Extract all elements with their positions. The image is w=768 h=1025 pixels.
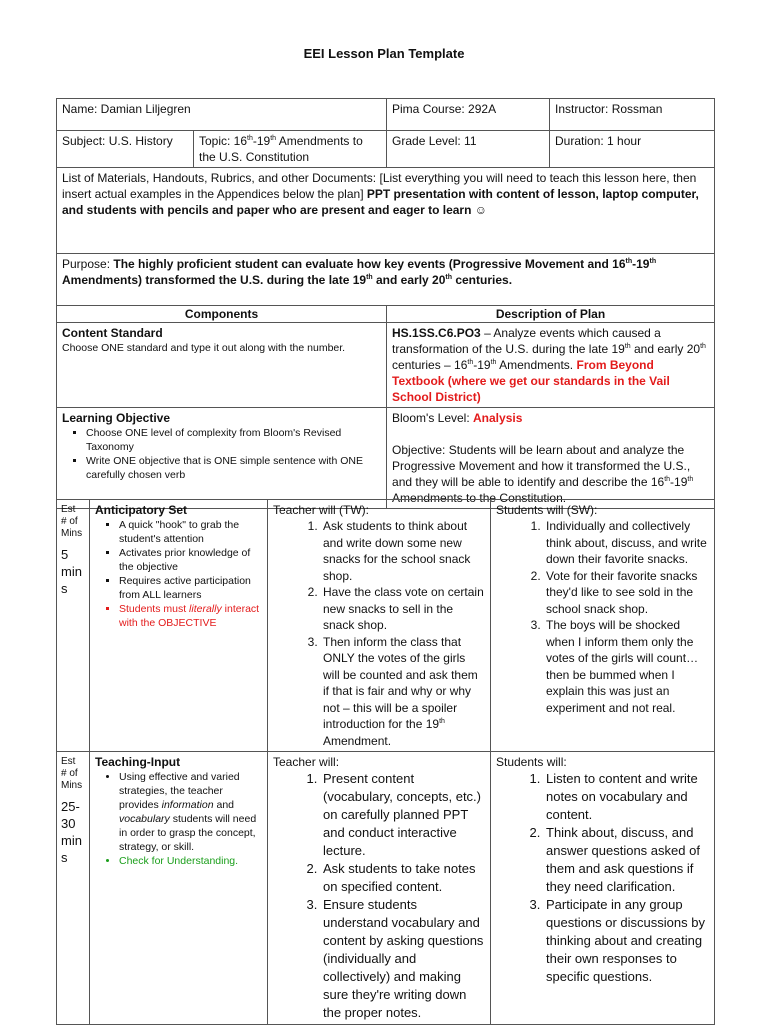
bullet-text: vocabulary xyxy=(119,813,170,825)
name: Name: Damian Liljegren xyxy=(62,102,191,116)
bullet-text: students will need in order to grasp the concept, strategy, or skill. xyxy=(119,813,257,853)
teacher-steps xyxy=(273,770,485,1022)
minutes-part: 30 xyxy=(61,816,76,831)
blooms-level xyxy=(392,410,709,426)
purpose-sup: th xyxy=(366,274,373,281)
purpose-sup: th xyxy=(625,258,633,265)
purpose-text: Amendments) transformed the U.S. during the late 19 xyxy=(62,273,367,287)
standard-text: and early 20 xyxy=(630,342,701,356)
list-item: 3. Ensure students understand vocabulary and content by asking questions (individually and collectively) and making sure they're writing down the proper notes. xyxy=(321,896,485,1022)
learning-objective-title: Learning Objective xyxy=(62,411,171,425)
minutes-part: 25- xyxy=(61,799,80,814)
description-header: Description of Plan xyxy=(387,306,715,323)
list-item xyxy=(119,770,262,854)
materials-instructions: List of Materials, Handouts, Rubrics, and other Documents: [List everything you will need to teach this lesson here, then insert actual examples in the Appendices below the plan] xyxy=(62,171,697,201)
objective-sup: th xyxy=(664,476,671,483)
est-minutes-cell xyxy=(57,500,90,752)
standard-text: -19 xyxy=(473,358,491,372)
content-standard-title: Content Standard xyxy=(62,326,163,340)
standard-source: From Beyond Textbook (where we get our standards in the Vail School District) xyxy=(392,358,670,404)
objective-sup: th xyxy=(687,476,694,483)
step-sup: th xyxy=(439,718,445,725)
list-item: 1. Present content (vocabulary, concepts, etc.) on carefully planned PPT and conduct interactive lecture. xyxy=(321,770,485,860)
students-label: Students will: xyxy=(496,755,567,769)
instructor-cell xyxy=(550,99,715,131)
instructor: Instructor: Rossman xyxy=(555,102,663,116)
list-item: 1. Listen to content and write notes on vocabulary and content. xyxy=(544,770,709,824)
purpose-text: -19 xyxy=(632,257,650,271)
minutes-part: min xyxy=(61,833,82,848)
minutes-part: min xyxy=(61,564,82,579)
standard-sup: th xyxy=(490,359,497,366)
materials-list: PPT presentation with content of lesson, laptop computer, and students with pencils and paper who are present and eager to learn ☺ xyxy=(62,187,699,217)
purpose-text: and early 20 xyxy=(372,273,446,287)
topic-text: Topic: 16 xyxy=(199,134,248,148)
content-standard-help: Choose ONE standard and type it out along with the number. xyxy=(62,342,346,354)
list-item: 2. Vote for their favorite snacks they'd like to see sold in the school snack shop. xyxy=(544,568,709,618)
est-label: # of xyxy=(61,768,78,779)
objective-part: Amendments to the Constitution. xyxy=(392,491,567,505)
minutes-part: 5 xyxy=(61,547,69,562)
topic-sup: th xyxy=(270,135,277,142)
standard-sup: th xyxy=(467,359,474,366)
list-item: 2. Ask students to take notes on specified content. xyxy=(321,860,485,896)
lesson-steps-table xyxy=(56,499,715,1025)
components-header: Components xyxy=(57,306,387,323)
objective-text xyxy=(392,442,709,506)
list-item xyxy=(119,602,262,630)
standard-text: Amendments. xyxy=(496,358,577,372)
bullet-text: Students must xyxy=(119,603,190,615)
standard-text: – Analyze events which caused a transformation of the U.S. during the late 19 xyxy=(392,326,661,356)
blooms-value: Analysis xyxy=(473,411,523,425)
topic-text: -19 xyxy=(252,134,271,148)
content-standard-desc xyxy=(387,323,715,408)
bullet-text: information xyxy=(161,799,214,811)
list-item: ▪ A quick "hook" to grab the student's attention xyxy=(119,518,262,546)
bullet-text: literally xyxy=(189,603,222,615)
step-text: Amendment. xyxy=(323,733,392,748)
students-steps xyxy=(496,770,709,986)
course-cell xyxy=(387,99,550,131)
anticipatory-students-cell xyxy=(491,500,715,752)
list-item: ▪ Choose ONE level of complexity from Bloom's Revised Taxonomy xyxy=(86,426,381,454)
list-item xyxy=(321,634,485,750)
est-label: Mins xyxy=(61,780,83,791)
est-label: # of xyxy=(61,516,78,527)
est-label: Est xyxy=(61,756,76,767)
students-steps xyxy=(496,518,709,716)
name-cell xyxy=(57,99,387,131)
anticipatory-teacher-cell xyxy=(268,500,491,752)
list-item: 3. The boys will be shocked when I inform them only the votes of the girls will count…then be bummed when I explain this was just an experiment and not real. xyxy=(544,617,709,716)
duration-cell xyxy=(550,131,715,168)
topic-sup: th xyxy=(247,135,253,142)
course: Pima Course: 292A xyxy=(392,102,497,116)
content-standard-cell xyxy=(57,323,387,408)
anticipatory-set-title: Anticipatory Set xyxy=(95,503,188,517)
step-text: Then inform the class that ONLY the votes of the girls will be counted and ask them if that is fair and why or why not – this will be a spoiler introduction for the 19 xyxy=(323,634,478,731)
learning-objective-desc xyxy=(387,408,715,509)
purpose-sup: th xyxy=(649,258,657,265)
learning-objective-cell xyxy=(57,408,387,509)
teaching-input-bullets xyxy=(95,770,262,868)
standard-sup: th xyxy=(700,343,706,350)
anticipatory-set-cell xyxy=(90,500,268,752)
purpose-text: centuries. xyxy=(452,273,513,287)
list-item: ▪ Activates prior knowledge of the objective xyxy=(119,546,262,574)
list-item: 3. Participate in any group questions or discussions by thinking about and creating their own responses to specific questions. xyxy=(544,896,709,986)
teaching-teacher-cell xyxy=(268,752,491,1025)
list-item: 2. Think about, discuss, and answer questions asked of them and ask questions if they need clarification. xyxy=(544,824,709,896)
bullet-text: and xyxy=(213,799,234,811)
students-label: Students will (SW): xyxy=(496,503,598,517)
list-item: • Check for Understanding. xyxy=(119,854,262,868)
subject: Subject: U.S. History xyxy=(62,134,173,148)
teaching-input-cell xyxy=(90,752,268,1025)
minutes-part: s xyxy=(61,581,68,596)
objective-part: Objective: Students will be learn about and analyze the Progressive Movement and how it transformed the U.S., and they will be able to identify and describe the 16 xyxy=(392,443,691,489)
list-item: ▪ Requires active participation from ALL learners xyxy=(119,574,262,602)
list-item: ▪ Write ONE objective that is ONE simple sentence with ONE carefully chosen verb xyxy=(86,454,381,482)
topic-text: Amendments to the U.S. Constitution xyxy=(199,134,363,164)
standard-code: HS.1SS.C6.PO3 xyxy=(392,326,481,340)
objective-part: -19 xyxy=(670,475,688,489)
subject-cell xyxy=(57,131,194,168)
teacher-steps xyxy=(273,518,485,749)
anticipatory-set-bullets xyxy=(95,518,262,630)
bullet-text: interact with the OBJECTIVE xyxy=(119,603,260,629)
est-minutes-cell xyxy=(57,752,90,1025)
list-item: 1. Individually and collectively think about, discuss, and write down their favorite snacks. xyxy=(544,518,709,568)
teacher-label: Teacher will (TW): xyxy=(273,503,370,517)
est-label: Mins xyxy=(61,528,83,539)
list-item: 1. Ask students to think about and write down some new snacks for the school snack shop. xyxy=(321,518,485,584)
lesson-info-table xyxy=(56,98,715,509)
standard-sup: th xyxy=(624,343,631,350)
minutes-value xyxy=(61,546,85,597)
teacher-label: Teacher will: xyxy=(273,755,340,769)
materials-cell xyxy=(57,168,715,254)
grade-level: Grade Level: 11 xyxy=(392,134,477,148)
purpose-label: Purpose: xyxy=(62,257,114,271)
purpose-cell xyxy=(57,254,715,306)
grade-cell xyxy=(387,131,550,168)
minutes-value xyxy=(61,798,85,866)
topic-cell xyxy=(194,131,387,168)
standard-text: centuries – 16 xyxy=(392,358,468,372)
duration: Duration: 1 hour xyxy=(555,134,642,148)
teaching-input-title: Teaching-Input xyxy=(95,755,181,769)
page-title: EEI Lesson Plan Template xyxy=(303,46,465,61)
bullet-text: Using effective and varied strategies, the teacher provides xyxy=(119,771,240,811)
teaching-students-cell xyxy=(491,752,715,1025)
minutes-part: s xyxy=(61,850,68,865)
est-label: Est xyxy=(61,504,76,515)
list-item: 2. Have the class vote on certain new snacks to sell in the snack shop. xyxy=(321,584,485,634)
purpose-sup: th xyxy=(445,274,452,281)
learning-objective-help xyxy=(62,426,381,482)
blooms-label: Bloom's Level: xyxy=(392,411,474,425)
purpose-text: The highly proficient student can evaluate how key events (Progressive Movement and 16 xyxy=(113,257,626,271)
